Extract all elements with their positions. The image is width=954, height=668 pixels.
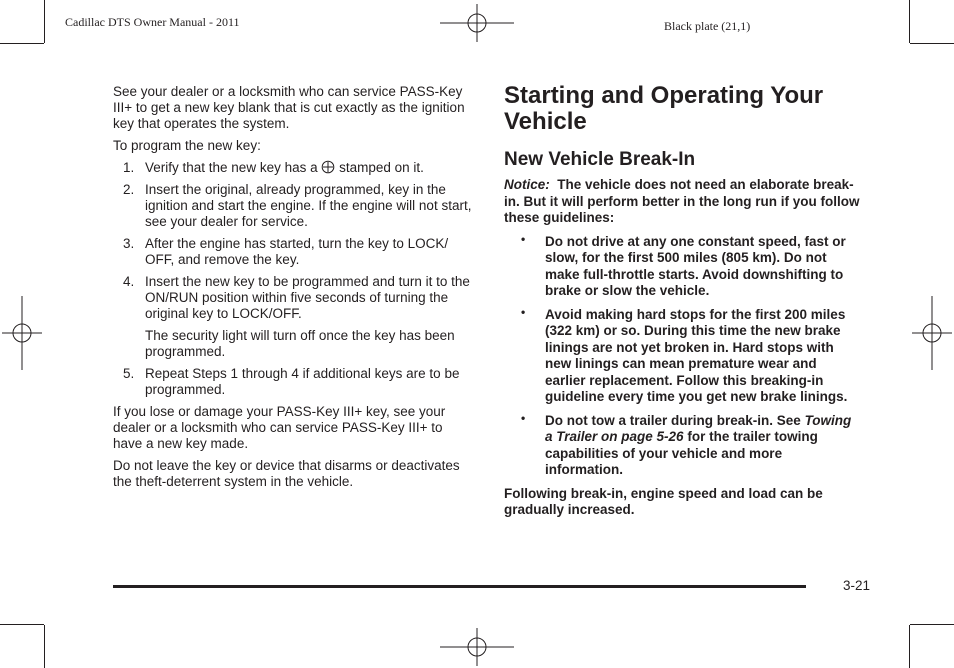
step-text-after: stamped on it. bbox=[339, 160, 424, 175]
registration-mark-right bbox=[912, 296, 952, 370]
step-number: 2. bbox=[123, 182, 135, 197]
registration-mark-bottom bbox=[440, 628, 514, 666]
program-lead: To program the new key: bbox=[113, 138, 261, 153]
break-in-body bbox=[504, 177, 860, 519]
bullet-text: Do not tow a trailer during break-in. See bbox=[545, 412, 801, 428]
notice-text: The vehicle does not need an elaborate break-in. But it will perform better in the long run if you follow these guidelines: bbox=[504, 177, 860, 225]
bullet-text: Do not drive at any one constant speed, fast or slow, for the first 500 miles (805 km). Do not make full-throttle starts. Avoid downshifting to brake or slow the vehicle. bbox=[545, 233, 846, 298]
notice-paragraph bbox=[504, 177, 860, 227]
lost-key-paragraph: If you lose or damage your PASS-Key III+ key, see your dealer or a locksmith who can service PASS-Key III+ to have a new key made. bbox=[113, 404, 446, 451]
step-subnote: The security light will turn off once the key has been programmed. bbox=[145, 328, 455, 359]
crop-mark-bottom-left-h bbox=[0, 624, 44, 625]
section-title: Starting and Operating Your Vehicle bbox=[504, 82, 824, 135]
step-text: After the engine has started, turn the key to LOCK/ OFF, and remove the key. bbox=[145, 236, 449, 267]
list-item bbox=[504, 410, 860, 479]
key-symbol-icon bbox=[321, 160, 335, 174]
step-text: Repeat Steps 1 through 4 if additional keys are to be programmed. bbox=[145, 366, 460, 397]
footer-rule bbox=[113, 585, 806, 588]
step-item bbox=[113, 182, 475, 230]
step-text: Verify that the new key has a bbox=[145, 160, 318, 175]
program-steps bbox=[113, 160, 475, 398]
bullet-text: Avoid making hard stops for the first 200 miles (322 km) or so. During this time the new brake linings are not yet broken in. Hard stops with new linings can mean premature wear and earlier replacement. Follow this breaking-in guideline every time you get new brake linings. bbox=[545, 306, 848, 404]
bullet-dot-icon: • bbox=[521, 304, 526, 319]
header-manual-title: Cadillac DTS Owner Manual - 2011 bbox=[65, 15, 240, 29]
guideline-list bbox=[504, 231, 860, 479]
crop-mark-top-right-h bbox=[910, 43, 954, 44]
page-number: 3-21 bbox=[843, 578, 871, 593]
closing-paragraph: Following break-in, engine speed and load can be gradually increased. bbox=[504, 485, 823, 517]
step-item bbox=[113, 274, 475, 360]
section-subtitle: New Vehicle Break-In bbox=[504, 149, 696, 170]
step-number: 1. bbox=[123, 160, 135, 175]
bullet-text-after: for the trailer towing capabilities of your vehicle and more information. bbox=[545, 429, 818, 477]
step-number: 4. bbox=[123, 274, 135, 289]
list-item bbox=[504, 231, 860, 300]
crop-mark-top-left-v bbox=[44, 0, 45, 43]
left-column bbox=[113, 84, 475, 496]
notice-label: Notice: bbox=[504, 177, 550, 192]
crop-mark-top-left-h bbox=[0, 43, 44, 44]
step-text: Insert the new key to be programmed and turn it to the ON/RUN position within five seconds of turning the original key to LOCK/OFF. bbox=[145, 274, 470, 321]
step-item bbox=[113, 236, 475, 268]
right-column bbox=[504, 83, 860, 526]
step-number: 5. bbox=[123, 366, 135, 381]
header-plate-info: Black plate (21,1) bbox=[664, 19, 751, 33]
crop-mark-bottom-right-v bbox=[909, 625, 910, 668]
bullet-dot-icon: • bbox=[521, 231, 526, 246]
cross-reference-link[interactable]: Towing a Trailer on page 5-26 bbox=[545, 412, 852, 444]
registration-mark-top bbox=[440, 4, 514, 42]
list-item bbox=[504, 304, 860, 406]
step-number: 3. bbox=[123, 236, 135, 251]
step-item bbox=[113, 160, 475, 176]
device-note-paragraph: Do not leave the key or device that disarms or deactivates the theft-deterrent system in the vehicle. bbox=[113, 458, 460, 489]
crop-mark-bottom-right-h bbox=[910, 624, 954, 625]
step-item bbox=[113, 366, 475, 398]
registration-mark-left bbox=[2, 296, 42, 370]
crop-mark-bottom-left-v bbox=[44, 625, 45, 668]
step-text: Insert the original, already programmed, key in the ignition and start the engine. If the engine will not start, see your dealer for service. bbox=[145, 182, 472, 229]
bullet-dot-icon: • bbox=[521, 410, 526, 425]
crop-mark-top-right-v bbox=[909, 0, 910, 43]
intro-paragraph: See your dealer or a locksmith who can service PASS-Key III+ to get a new key blank that is cut exactly as the ignition key that operates the system. bbox=[113, 84, 465, 131]
